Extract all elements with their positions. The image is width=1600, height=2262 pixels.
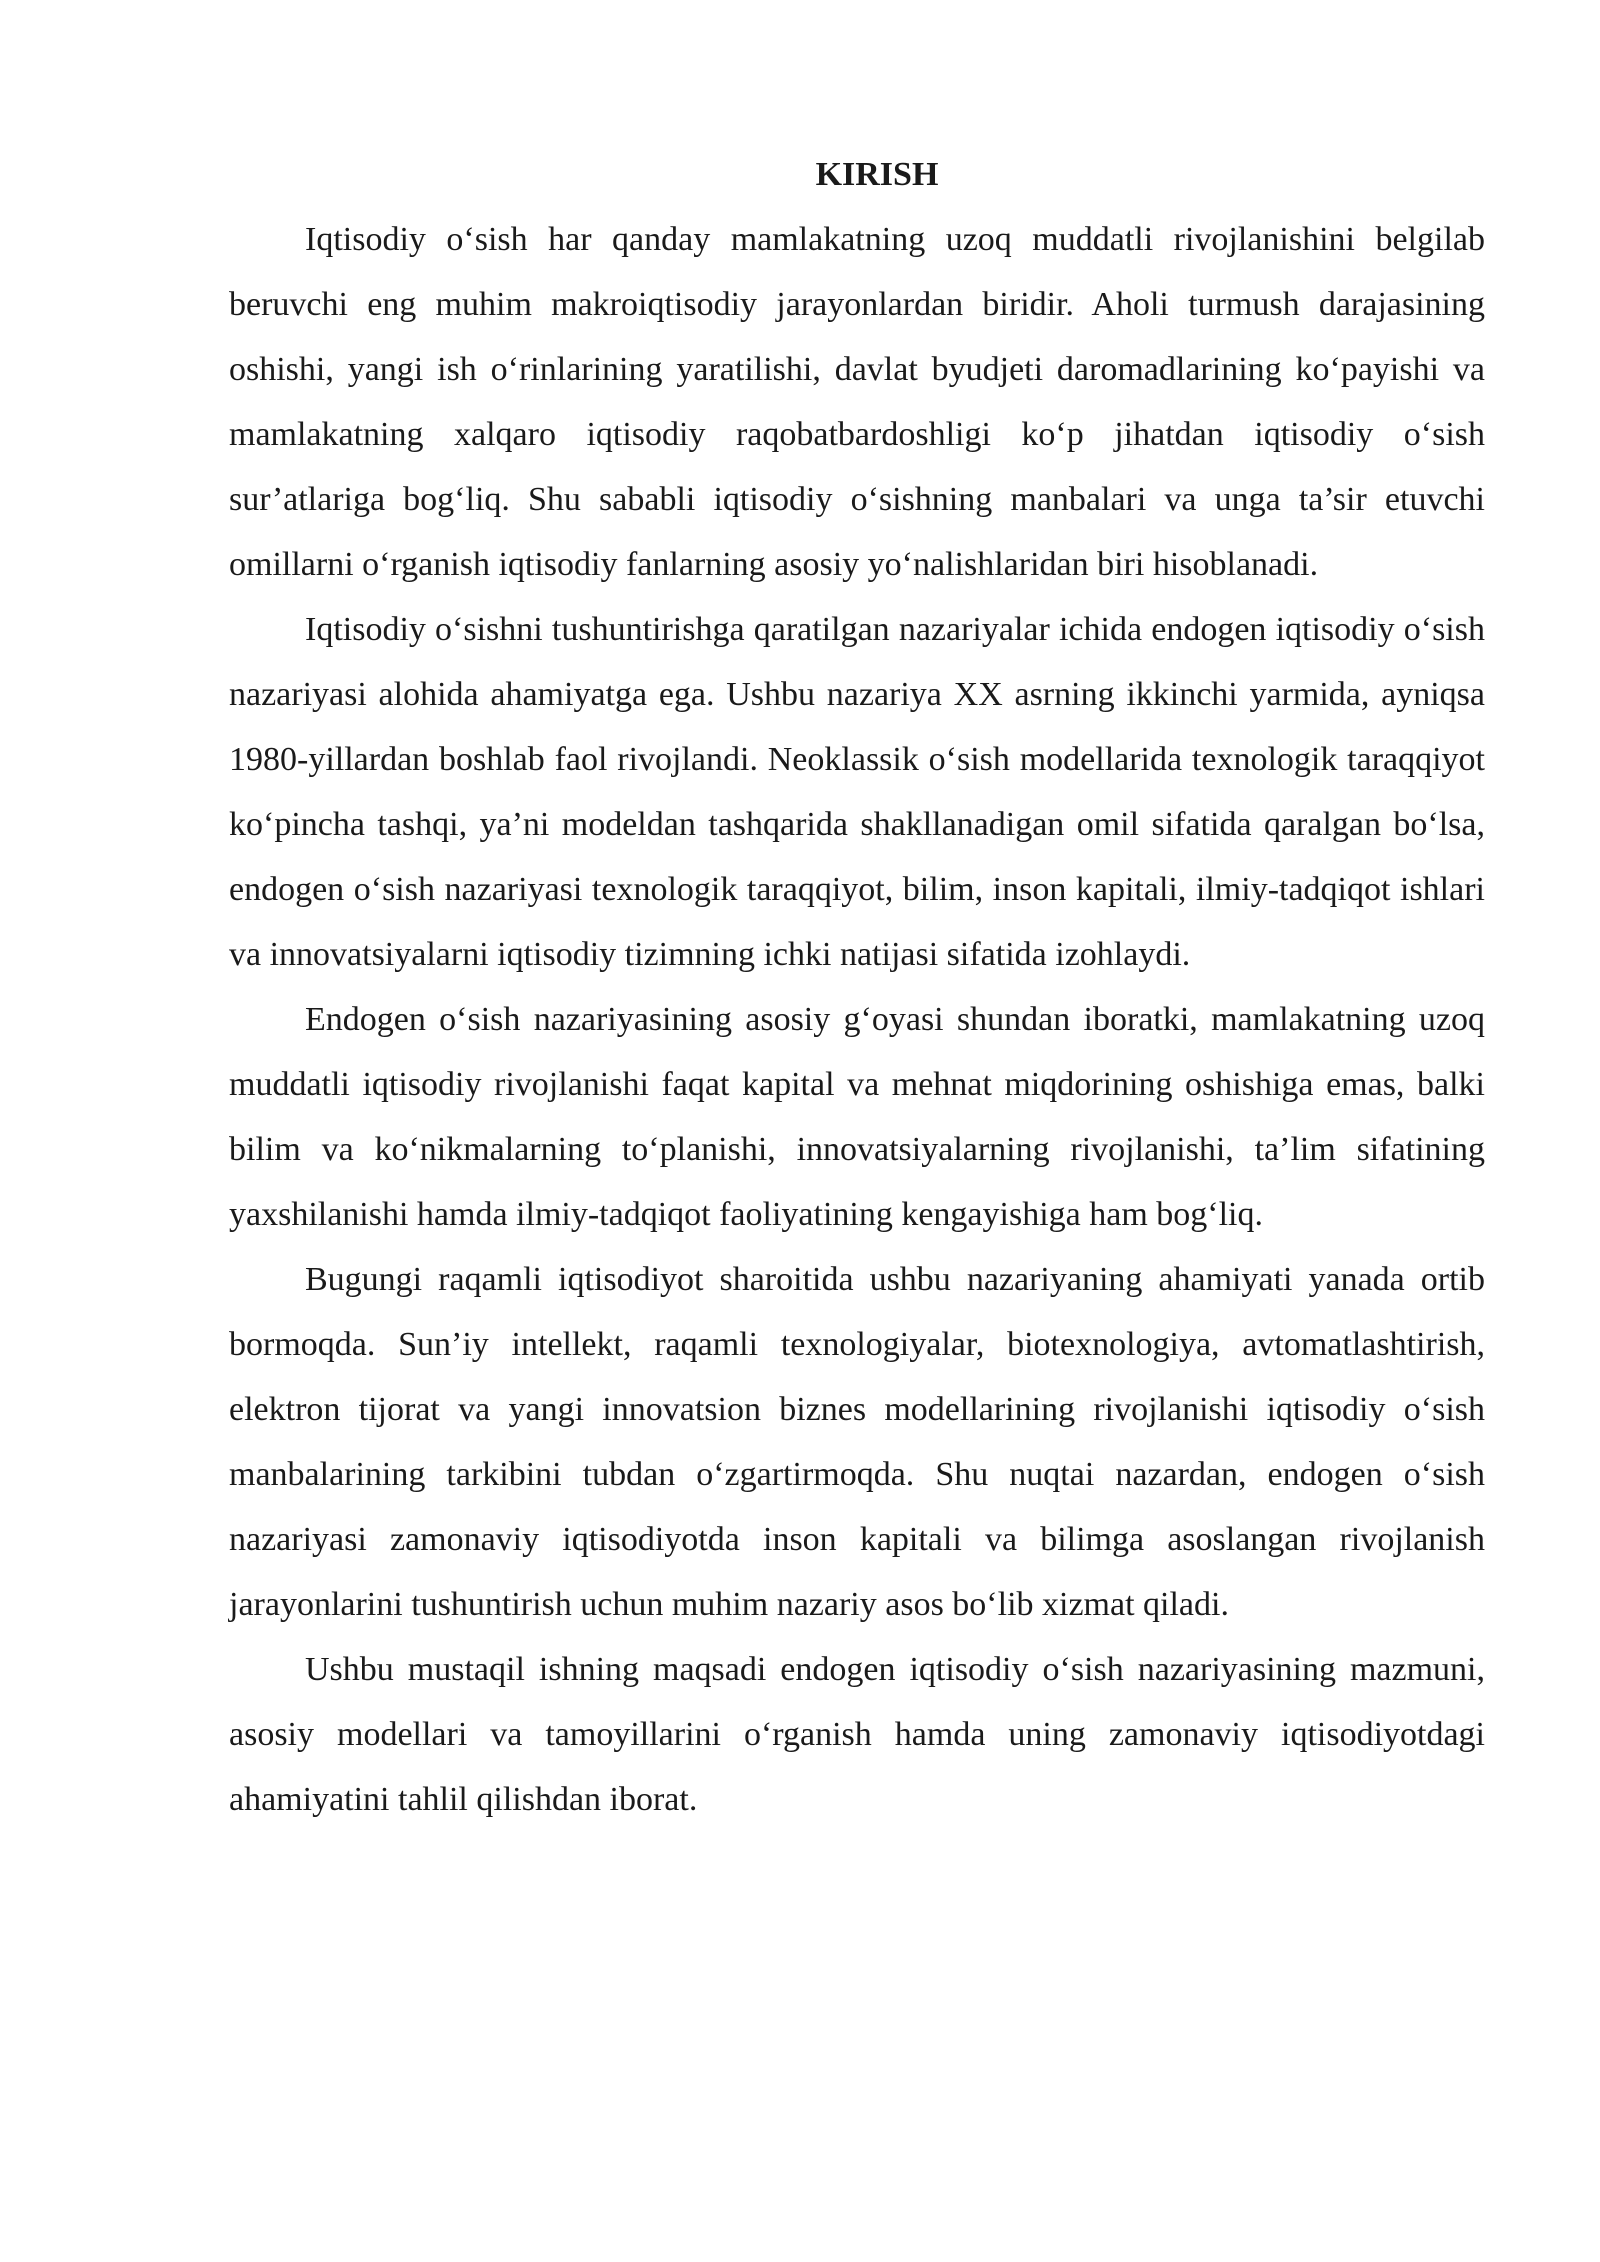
paragraph-1: Iqtisodiy o‘sish har qanday mamlakatning uzoq muddatli rivojlanishini belgilab beruvchi eng muhim makroiqtisodiy jarayonlardan biridir. Aholi turmush darajasining oshishi, yangi ish o‘rinlarining yaratilishi, davlat byudjeti daromadlarining ko‘payishi va mamlakatning xalqaro iqtisodiy raqobatbardoshligi ko‘p jihatdan iqtisodiy o‘sish sur’atlariga bog‘liq. Shu sababli iqtisodiy o‘sishning manbalari va unga ta’sir etuvchi omillarni o‘rganish iqtisodiy fanlarning asosiy yo‘nalishlaridan biri hisoblanadi. <box>229 221 1485 583</box>
document-title: KIRISH <box>815 156 939 193</box>
paragraph-5: Ushbu mustaqil ishning maqsadi endogen iqtisodiy o‘sish nazariyasining mazmuni, asosiy modellari va tamoyillarini o‘rganish hamda uning zamonaviy iqtisodiyotdagi ahamiyatini tahlil qilishdan iborat. <box>229 1651 1485 1818</box>
document-page <box>229 142 1485 1832</box>
paragraph-2: Iqtisodiy o‘sishni tushuntirishga qaratilgan nazariyalar ichida endogen iqtisodiy o‘sish nazariyasi alohida ahamiyatga ega. Ushbu nazariya XX asrning ikkinchi yarmida, ayniqsa 1980-yillardan boshlab faol rivojlandi. Neoklassik o‘sish modellarida texnologik taraqqiyot ko‘pincha tashqi, ya’ni modeldan tashqarida shakllanadigan omil sifatida qaralgan bo‘lsa, endogen o‘sish nazariyasi texnologik taraqqiyot, bilim, inson kapitali, ilmiy-tadqiqot ishlari va innovatsiyalarni iqtisodiy tizimning ichki natijasi sifatida izohlaydi. <box>229 611 1485 973</box>
paragraph-3: Endogen o‘sish nazariyasining asosiy g‘oyasi shundan iboratki, mamlakatning uzoq muddatli iqtisodiy rivojlanishi faqat kapital va mehnat miqdorining oshishiga emas, balki bilim va ko‘nikmalarning to‘planishi, innovatsiyalarning rivojlanishi, ta’lim sifatining yaxshilanishi hamda ilmiy-tadqiqot faoliyatining kengayishiga ham bog‘liq. <box>229 1001 1485 1233</box>
paragraph-4: Bugungi raqamli iqtisodiyot sharoitida ushbu nazariyaning ahamiyati yanada ortib bormoqda. Sun’iy intellekt, raqamli texnologiyalar, biotexnologiya, avtomatlashtirish, elektron tijorat va yangi innovatsion biznes modellarining rivojlanishi iqtisodiy o‘sish manbalarining tarkibini tubdan o‘zgartirmoqda. Shu nuqtai nazardan, endogen o‘sish nazariyasi zamonaviy iqtisodiyotda inson kapitali va bilimga asoslangan rivojlanish jarayonlarini tushuntirish uchun muhim nazariy asos bo‘lib xizmat qiladi. <box>229 1261 1485 1623</box>
